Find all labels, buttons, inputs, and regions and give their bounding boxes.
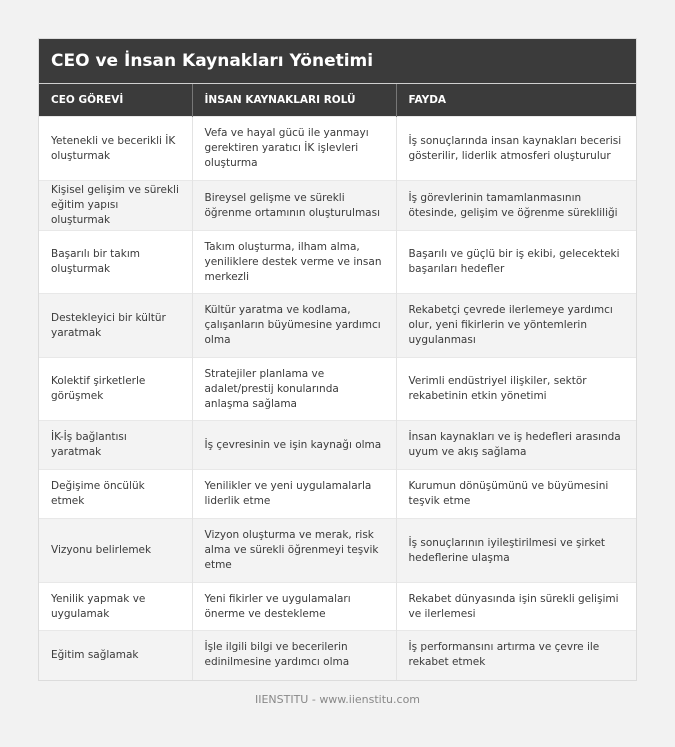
- table-row: [39, 470, 636, 519]
- table-row: [39, 231, 636, 294]
- header-hr-role: İNSAN KAYNAKLARI ROLÜ: [192, 84, 396, 117]
- table-row: [39, 294, 636, 358]
- cell-hr-role: Bireysel gelişme ve sürekli öğrenme ortamının oluşturulması: [192, 181, 396, 231]
- cell-hr-role: Yeni fikirler ve uygulamaları önerme ve destekleme: [192, 583, 396, 631]
- cell-ceo-duty: Yenilik yapmak ve uygulamak: [39, 583, 192, 631]
- footer-credit: IIENSTITU - www.iienstitu.com: [254, 693, 421, 706]
- cell-hr-role: Stratejiler planlama ve adalet/prestij konularında anlaşma sağlama: [192, 358, 396, 421]
- cell-hr-role: İşle ilgili bilgi ve becerilerin edinilmesine yardımcı olma: [192, 631, 396, 680]
- table-row: [39, 583, 636, 631]
- cell-ceo-duty: Başarılı bir takım oluşturmak: [39, 231, 192, 294]
- cell-ceo-duty: İK-İş bağlantısı yaratmak: [39, 421, 192, 470]
- cell-benefit: İş sonuçlarında insan kaynakları becerisi gösterilir, liderlik atmosferi oluşturulur: [396, 117, 636, 181]
- cell-ceo-duty: Kişisel gelişim ve sürekli eğitim yapısı oluşturmak: [39, 181, 192, 231]
- cell-benefit: İnsan kaynakları ve iş hedefleri arasında uyum ve akış sağlama: [396, 421, 636, 470]
- cell-benefit: Rekabetçi çevrede ilerlemeye yardımcı olur, yeni fikirlerin ve yöntemlerin uygulanması: [396, 294, 636, 358]
- table-title: CEO ve İnsan Kaynakları Yönetimi: [39, 39, 636, 84]
- cell-ceo-duty: Vizyonu belirlemek: [39, 519, 192, 583]
- header-benefit: FAYDA: [396, 84, 636, 117]
- cell-benefit: İş görevlerinin tamamlanmasının ötesinde, gelişim ve öğrenme sürekliliği: [396, 181, 636, 231]
- table-row: [39, 117, 636, 181]
- header-row: [39, 84, 636, 117]
- table-row: [39, 181, 636, 231]
- table-row: [39, 421, 636, 470]
- cell-hr-role: Kültür yaratma ve kodlama, çalışanların büyümesine yardımcı olma: [192, 294, 396, 358]
- table-row: [39, 519, 636, 583]
- cell-hr-role: Takım oluşturma, ilham alma, yeniliklere destek verme ve insan merkezli: [192, 231, 396, 294]
- cell-hr-role: Vizyon oluşturma ve merak, risk alma ve sürekli öğrenmeyi teşvik etme: [192, 519, 396, 583]
- cell-ceo-duty: Destekleyici bir kültür yaratmak: [39, 294, 192, 358]
- cell-hr-role: Vefa ve hayal gücü ile yanmayı gerektiren yaratıcı İK işlevleri oluşturma: [192, 117, 396, 181]
- table-row: [39, 358, 636, 421]
- table-card: [38, 38, 637, 681]
- cell-ceo-duty: Eğitim sağlamak: [39, 631, 192, 680]
- cell-benefit: Başarılı ve güçlü bir iş ekibi, gelecekteki başarıları hedefler: [396, 231, 636, 294]
- table-row: [39, 631, 636, 680]
- cell-benefit: Rekabet dünyasında işin sürekli gelişimi ve ilerlemesi: [396, 583, 636, 631]
- cell-benefit: Verimli endüstriyel ilişkiler, sektör rekabetinin etkin yönetimi: [396, 358, 636, 421]
- cell-benefit: Kurumun dönüşümünü ve büyümesini teşvik etme: [396, 470, 636, 519]
- cell-ceo-duty: Yetenekli ve becerikli İK oluşturmak: [39, 117, 192, 181]
- cell-ceo-duty: Değişime öncülük etmek: [39, 470, 192, 519]
- cell-benefit: İş performansını artırma ve çevre ile rekabet etmek: [396, 631, 636, 680]
- header-ceo-duty: CEO GÖREVİ: [39, 84, 192, 117]
- data-table: [39, 84, 636, 680]
- table-body: [39, 117, 636, 680]
- table-header: [39, 84, 636, 117]
- cell-ceo-duty: Kolektif şirketlerle görüşmek: [39, 358, 192, 421]
- cell-hr-role: İş çevresinin ve işin kaynağı olma: [192, 421, 396, 470]
- cell-hr-role: Yenilikler ve yeni uygulamalarla liderlik etme: [192, 470, 396, 519]
- cell-benefit: İş sonuçlarının iyileştirilmesi ve şirket hedeflerine ulaşma: [396, 519, 636, 583]
